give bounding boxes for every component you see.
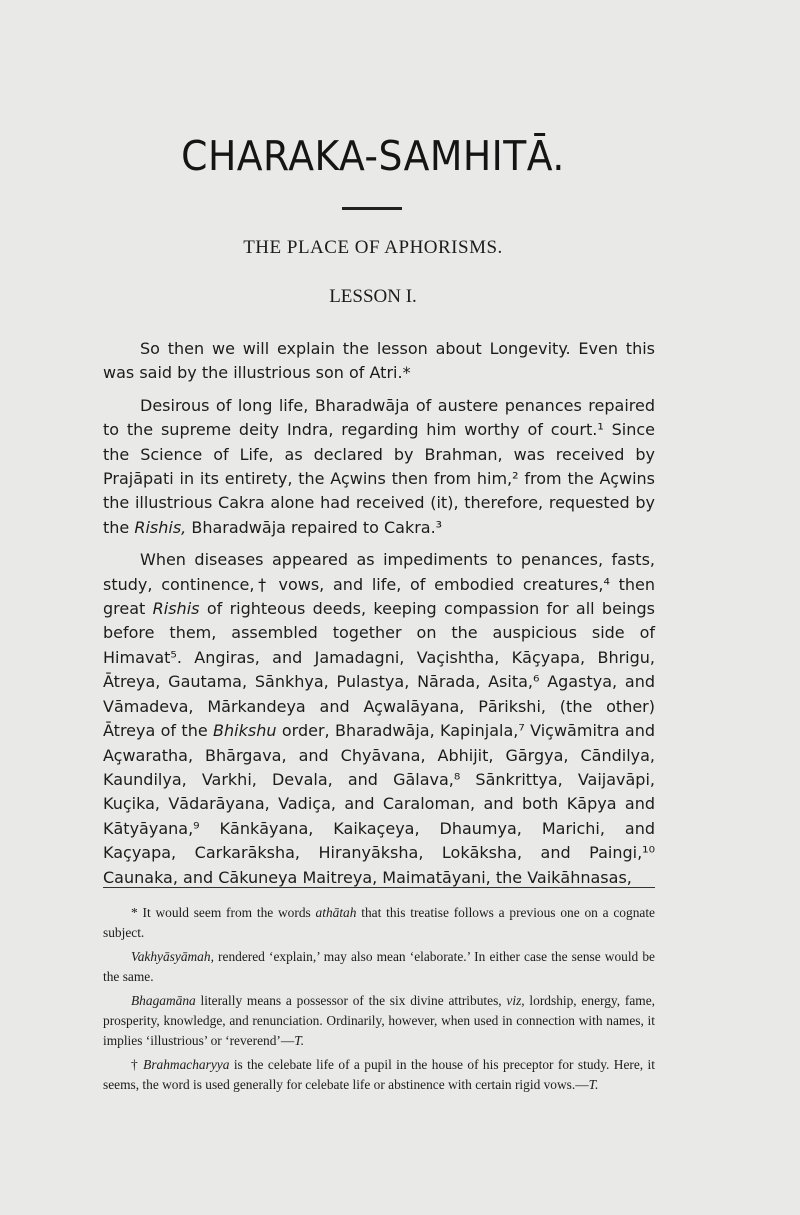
- footnote-1-text-b: that this treatise follows a previous one on a cognate subject.: [103, 905, 655, 940]
- footnotes: [103, 903, 655, 1099]
- paragraph-3-italic-b: Bhikshu: [213, 721, 277, 741]
- body-text: [103, 337, 655, 898]
- footnote-2: [103, 947, 655, 987]
- footnote-1-italic: athātah: [315, 905, 357, 920]
- paragraph-3-text-c: order, Bharadwāja, Kapinjala,⁷ Viçwāmitra and Açwaratha, Bhārgava, and Chyāvana, Abhijit, Gārgya, Cāndilya, Kaundilya, Varkhi, Devala, and Gālava,⁸ Sānkrittya, Vaijavāpi, Kuçika, Vādarāyana, Vadiça, and Caraloman, and both Kāpya and Kātyāyana,⁹ Kānkāyana, Kaikaçeya, Dhaumya, Marichi, and Kaçyapa, Carkarāksha, Hiranyāksha, Lokāksha, and Paingi,¹⁰ Caunaka, and Cākuneya Maitreya, Maimatāyani, the Vaikāhnasas,: [103, 721, 656, 887]
- footnote-3: [103, 991, 655, 1051]
- footnote-3-italic-a: Bhagamāna: [131, 993, 196, 1008]
- section-heading: THE PLACE OF APHORISMS.: [243, 237, 503, 258]
- footnote-1: [103, 903, 655, 943]
- footnote-4-text-a: †: [131, 1057, 144, 1072]
- paragraph-3-text-b: of righteous deeds, keeping compassion for all beings before them, assembled together on the auspicious side of Himavat⁵. Angiras, and Jamadagni, Vaçishtha, Kāçyapa, Bhrigu, Ātreya, Gautama, Sānkhya, Pulastya, Nārada, Asita,⁶ Agastya, and Vāmadeva, Mārkandeya and Açwalāyana, Pārikshi, (the other) Ātreya of the: [103, 599, 656, 741]
- footnote-2-text: rendered ‘explain,’ may also mean ‘elaborate.’ In either case the sense would be the same.: [103, 949, 655, 984]
- paragraph-1-text: So then we will explain the lesson about Longevity. Even this was said by the illustrious son of Atri.*: [103, 339, 655, 383]
- footnote-4-text-b: is the celebate life of a pupil in the house of his preceptor for study. Here, it seems, the word is used generally for celebate life or abstinence with certain rigid vows.—: [103, 1057, 655, 1092]
- paragraph-2-italic: Rishis,: [134, 517, 187, 537]
- paragraph-1: [103, 337, 655, 386]
- footnote-3-text-a: literally means a possessor of the six divine attributes,: [195, 993, 507, 1008]
- paragraph-2: [103, 394, 655, 540]
- footnote-4: [103, 1055, 655, 1095]
- title-rule: [342, 207, 402, 210]
- footnote-3-text-b: lordship, energy, fame, prosperity, knowledge, and renunciation. Ordinarily, however, when used in connection with names, it implies ‘illustrious’ or ‘reverend’—: [103, 993, 655, 1048]
- footnote-3-italic-c: T.: [294, 1033, 305, 1048]
- footnote-3-italic-b: viz,: [506, 993, 525, 1008]
- page-title: CHARAKA-SAMHITĀ.: [181, 132, 565, 180]
- lesson-heading: LESSON I.: [329, 286, 417, 307]
- paragraph-3: [103, 548, 655, 890]
- paragraph-3-italic-a: Rishis: [152, 599, 200, 619]
- footnote-divider: [103, 887, 655, 888]
- paragraph-3-text-a: When diseases appeared as impediments to penances, fasts, study, continence,† vows, and life, of embodied creatures,⁴ then great: [103, 550, 655, 619]
- footnote-1-text-a: * It would seem from the words: [131, 905, 316, 920]
- footnote-4-italic-a: Brahmacharyya: [143, 1057, 230, 1072]
- footnote-4-italic-b: T.: [588, 1077, 599, 1092]
- paragraph-2-text-a: Desirous of long life, Bharadwāja of austere penances repaired to the supreme deity Indra, regarding him worthy of court.¹ Since the Science of Life, as declared by Brahman, was received by Prajāpati in its entirety, the Açwins then from him,² from the Açwins the illustrious Cakra alone had received (it), therefore, requested by the: [103, 395, 655, 537]
- paragraph-2-text-b: Bharadwāja repaired to Cakra.³: [186, 517, 443, 537]
- show-through-text: [540, 90, 546, 106]
- footnote-2-italic: Vakhyāsyāmah,: [131, 949, 214, 964]
